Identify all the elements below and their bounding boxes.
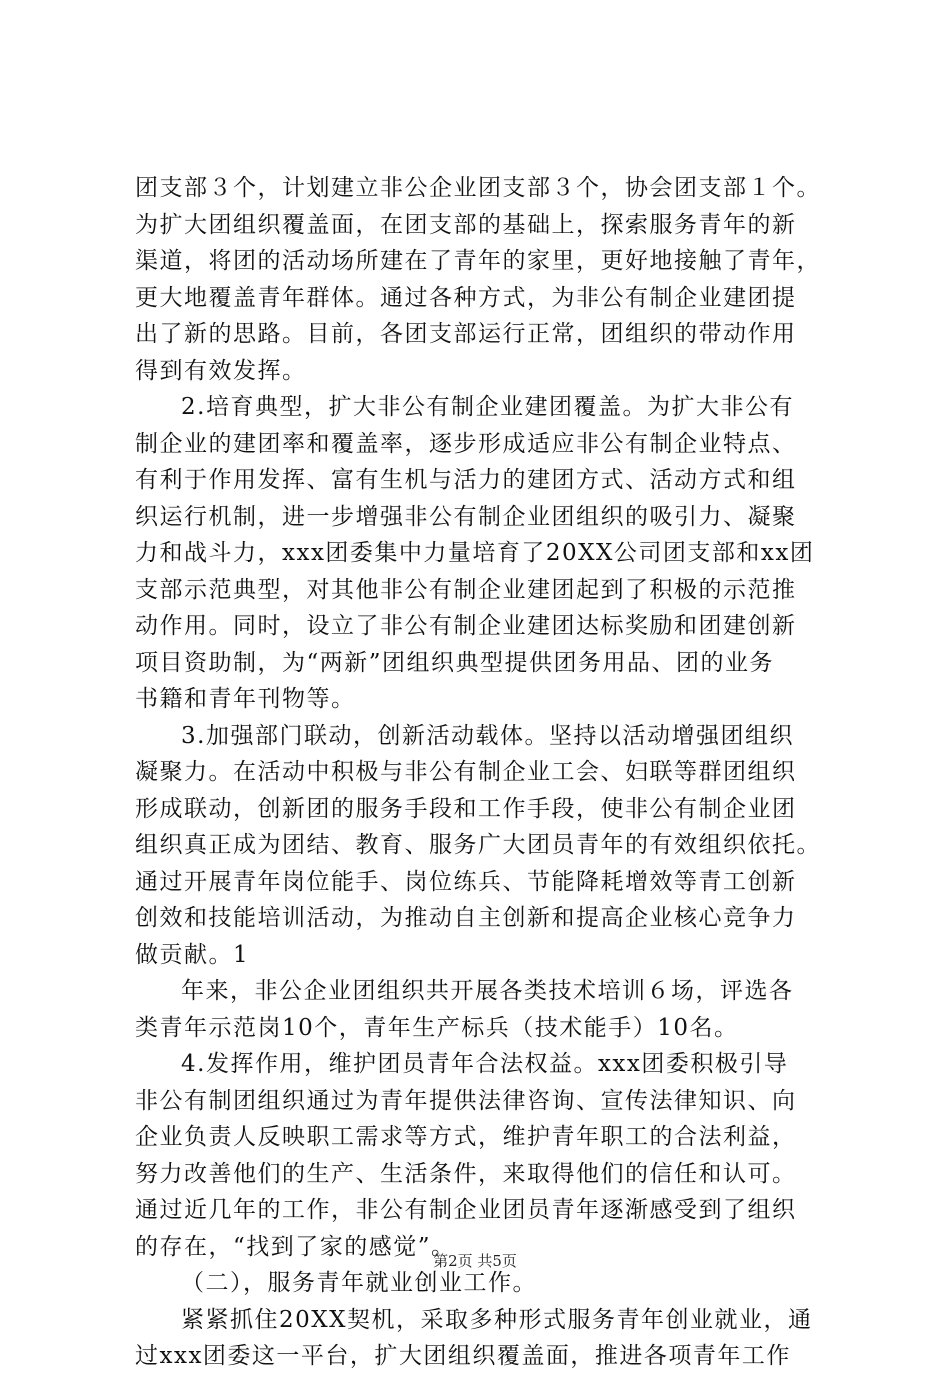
text-line: 团支部３个，计划建立非公企业团支部３个，协会团支部１个。: [135, 175, 821, 201]
page-footer: 第2页 共5页: [433, 1252, 517, 1270]
text-line: 过xxx团委这一平台，扩大团组织覆盖面，推进各项青年工作: [135, 1343, 791, 1369]
text-line: 通过近几年的工作，非公有制企业团员青年逐渐感受到了组织: [135, 1197, 797, 1223]
text-line: 织运行机制，进一步增强非公有制企业团组织的吸引力、凝聚: [135, 503, 797, 530]
text-line: 的存在，“找到了家的感觉”。: [135, 1233, 456, 1260]
text-line: 有利于作用发挥、富有生机与活力的建团方式、活动方式和组: [135, 467, 797, 493]
text-line: 项目资助制，为“两新”团组织典型提供团务用品、团的业务: [135, 649, 775, 676]
text-line: 类青年示范岗10个，青年生产标兵（技术能手）10名。: [135, 1014, 739, 1041]
text-line: 力和战斗力，xxx团委集中力量培育了20XX公司团支部和xx团: [135, 540, 815, 566]
text-line: 为扩大团组织覆盖面，在团支部的基础上，探索服务青年的新: [135, 211, 797, 238]
text-line: 做贡献。1: [135, 941, 250, 968]
text-line: 渠道，将团的活动场所建在了青年的家里，更好地接触了青年，: [135, 248, 821, 274]
text-line: （二），服务青年就业创业工作。: [181, 1270, 537, 1296]
text-line: 凝聚力。在活动中积极与非公有制企业工会、妇联等群团组织: [135, 759, 797, 785]
body-text: [135, 170, 835, 1375]
text-line: 紧紧抓住20XX契机，采取多种形式服务青年创业就业，通: [181, 1306, 813, 1333]
text-line: 2.培育典型，扩大非公有制企业建团覆盖。为扩大非公有: [181, 394, 794, 420]
text-line: 制企业的建团率和覆盖率，逐步形成适应非公有制企业特点、: [135, 430, 797, 457]
text-line: 企业负责人反映职工需求等方式，维护青年职工的合法利益，: [135, 1124, 797, 1150]
text-line: 3.加强部门联动，创新活动载体。坚持以活动增强团组织: [181, 722, 794, 749]
text-line: 动作用。同时，设立了非公有制企业建团达标奖励和团建创新: [135, 613, 797, 639]
text-line: 创效和技能培训活动，为推动自主创新和提高企业核心竞争力: [135, 905, 797, 931]
text-line: 组织真正成为团结、教育、服务广大团员青年的有效组织依托。: [135, 832, 821, 858]
text-line: 通过开展青年岗位能手、岗位练兵、节能降耗增效等青工创新: [135, 868, 797, 895]
text-line: 4.发挥作用，维护团员青年合法权益。xxx团委积极引导: [181, 1051, 789, 1077]
text-line: 出了新的思路。目前，各团支部运行正常，团组织的带动作用: [135, 321, 797, 347]
text-line: 书籍和青年刊物等。: [135, 686, 356, 712]
text-line: 形成联动，创新团的服务手段和工作手段，使非公有制企业团: [135, 795, 797, 822]
text-line: 支部示范典型，对其他非公有制企业建团起到了积极的示范推: [135, 576, 797, 603]
text-line: 努力改善他们的生产、生活条件，来取得他们的信任和认可。: [135, 1160, 797, 1187]
text-line: 得到有效发挥。: [135, 357, 307, 384]
text-line: 非公有制团组织通过为青年提供法律咨询、宣传法律知识、向: [135, 1087, 797, 1114]
text-line: 年来，非公企业团组织共开展各类技术培训６场，评选各: [181, 978, 794, 1004]
text-line: 更大地覆盖青年群体。通过各种方式，为非公有制企业建团提: [135, 284, 797, 311]
